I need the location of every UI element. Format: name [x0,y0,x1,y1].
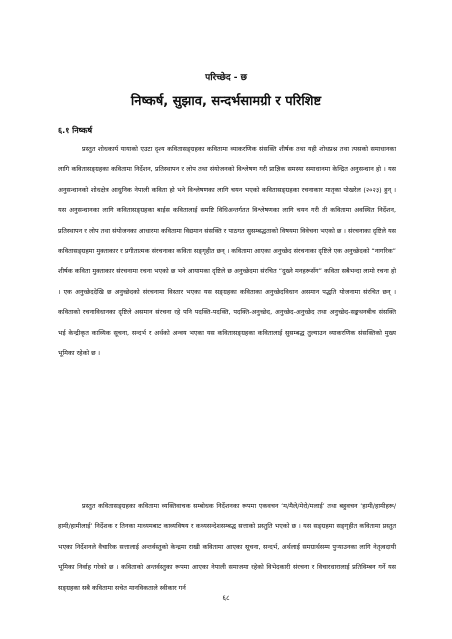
section-heading: ६.१ निष्कर्ष [58,126,93,135]
chapter-title: निष्कर्ष, सुझाव, सन्दर्भसामग्री र परिशिष्ट [130,94,322,109]
paragraph-2: प्रस्तुत कवितासङ्ग्रहका कवितामा व्यक्तिवाचक सम्बोधक निर्देशनका रूपमा एकवचन ‘म/मैले/मेरो/मलाई’ तथा बहुवचन ‘हामी/हामीहरू/हामी/हामीलाई’ निर्देशक र तिनका माध्यमबाट काव्यविषय र कथ्यसन्देशसम्बद्ध सत्ताको प्रस्तुति भएको छ । यस सङ्ग्रहमा सङ्गृहीत कवितामा प्रस्तुत भएका निर्देशनले वैचारिक सत्तालाई अन्तर्वस्तुको केन्द्रमा राखी कवितामा आएका सूचना, सन्दर्भ, अर्थलाई समग्रार्थसम्म पुऱ्याउनका लागि नेतृत्वदायी भूमिका निर्वाह गरेको छ । कविताको अन्तर्वस्तुका रूपमा आएका नेपाली समाजमा रहेको विभेदकारी संरचना र विचारधारालाई प्रतिविम्बन गर्ने यस सङ्ग्रहका सबै कवितामा सचेत मानविकताले स्वीकार गर्न [58,502,396,592]
page-number: ६८ [222,594,230,602]
paragraph-1: प्रस्तुत शोधकार्य यायाको एउटा दृश्य कवितासङ्ग्रहका कवितामा व्याकरणिक संसक्ति शीर्षक तथा यही शोधप्रश्न तथा त्यसको समाधानका लागि कवितासङ्ग्रहका कवितामा निर्देशन, प्रतिस्थापन र लोप तथा संयोजनको विश्लेषण गरी प्राज्ञिक समस्या समाधानमा केन्द्रित अनुसन्धान हो । यस अनुसन्धानको शोधक्षेत्र आधुनिक नेपाली कविता हो भने विश्लेषणका लागि चयन भएको कवितासङ्ग्रहका रचनाकार मातृका पोखरेल (२०२३) हुन् । यस अनुसन्धानका लागि कवितासङ्ग्रहका बाईस कवितालाई समष्टि विधिअन्तर्गतत विश्लेषणका लागि चयन गरी ती कवितामा अवस्थित निर्देशन, प्रतिस्थापन र लोप तथा संयोजनका आधारमा कवितामा विद्यमान संसक्ति र पाठगत सुसम्बद्धताको विषयमा विवेचना भएको छ । संरचनाका दृष्टिले यस कवितासङ्ग्रहमा मुक्ताकार र प्रगीतात्मक संरचनाका कविता सङ्गृहीत छन् । कवितामा आएका अनुच्छेद संरचनाका दृष्टिले एक अनुच्छेदको “नागरिक” शीर्षक कविता मुक्ताकार संरचनामा रचना भएको छ भने आयामका दृष्टिले छ अनुच्छेदमा संरचित “दुख्ने मनहरूसँग” कविता सबैभन्दा लामो रचना हो । एक अनुच्छेददेखि छ अनुच्छेदको संरचनामा विस्तार भएका यस सङ्ग्रहका कविताका अनुच्छेदविधान असमान पद्धति योजनामा संरचित छन् । कविताको रचनाविधानका दृष्टिले असमान संरचना रहे पनि पदक्ति-पदक्ति, पदक्ति-अनुच्छेद, अनुच्छेद-अनुच्छेद तथा अनुच्छेद-सङ्कथनबीच संसक्ति भई केन्द्रीकृत काव्यिक सूचना, सन्दर्भ र अर्थको अन्वय भएका यस कवितासङ्ग्रहका कवितालाई सुसम्बद्ध तुल्याउन व्याकरणिक संसक्तिको मुख्य भूमिका रहेको छ । [58,145,396,358]
chapter-label: परिच्छेद - छ [205,73,247,83]
